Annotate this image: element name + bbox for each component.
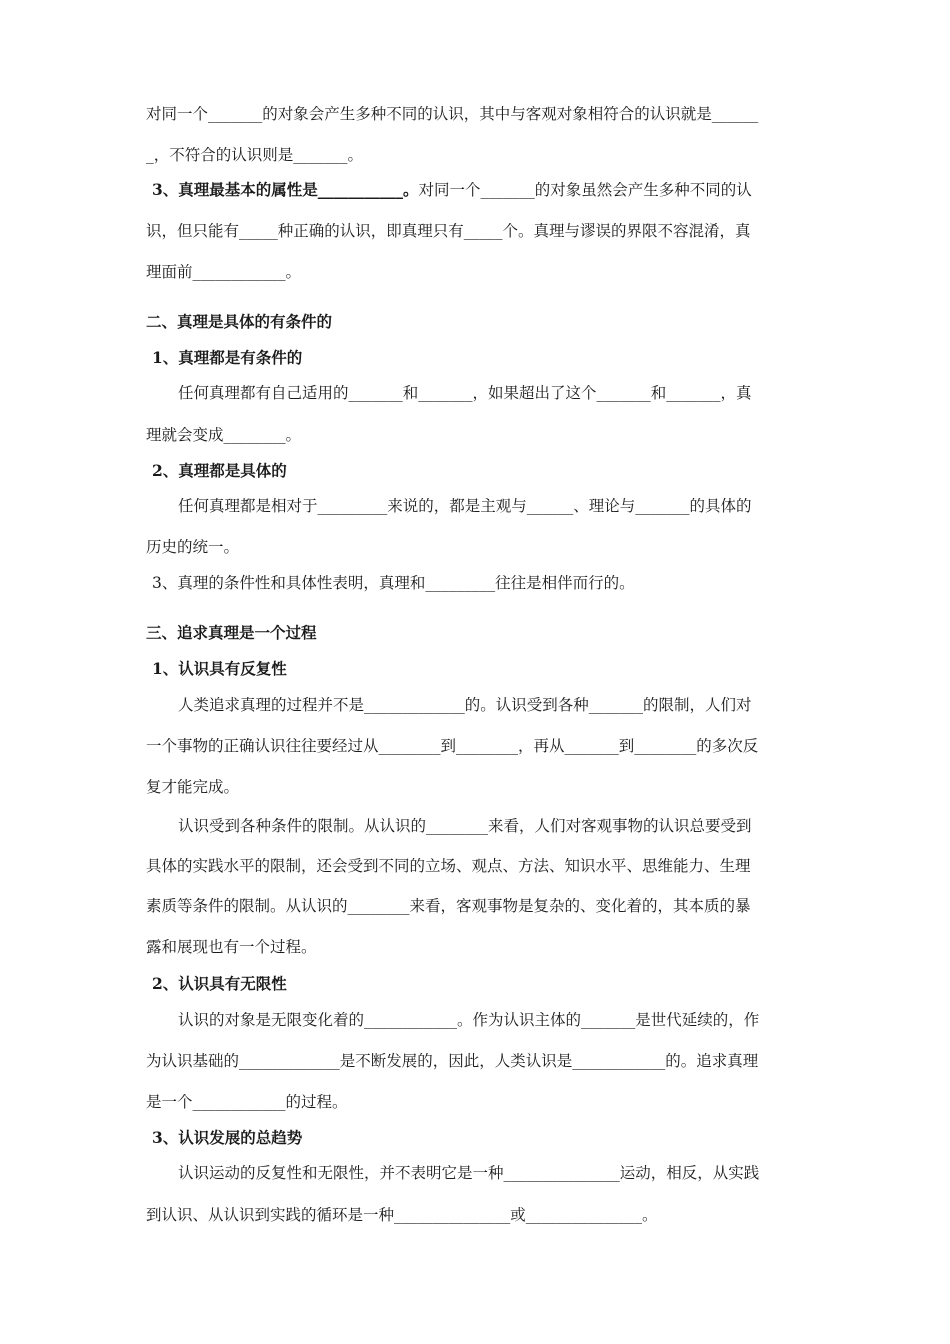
text-line-9: 历史的统一。 [146, 538, 240, 556]
text-line-3-rest: 对同一个_______的对象虽然会产生多种不同的认 [418, 181, 752, 199]
text-line-13: 复才能完成。 [146, 778, 240, 796]
text-line-8: 任何真理都是相对于_________来说的，都是主观与______、理论与_______的具体的 [178, 497, 752, 515]
text-line-1: 对同一个_______的对象会产生多种不同的认识，其中与客观对象相符合的认识就是______ [146, 105, 759, 123]
text-line-10: 3、真理的条件性和具体性表明，真理和_________往往是相伴而行的。 [152, 574, 635, 592]
text-line-2: _，不符合的认识则是_______。 [146, 146, 364, 164]
text-line-6: 任何真理都有自己适用的_______和_______，如果超出了这个_______和_______，真 [178, 384, 752, 402]
text-line-16: 素质等条件的限制。从认识的________来看，客观事物是复杂的、变化着的，其本质的暴 [146, 897, 751, 915]
section-heading-3: 三、追求真理是一个过程 [146, 623, 317, 642]
text-line-19: 为认识基础的_____________是不断发展的，因此，人类认识是____________的。追求真理 [146, 1052, 759, 1070]
bold-statement: 3、真理最基本的属性是___________。 [152, 180, 419, 199]
section-heading-2: 二、真理是具体的有条件的 [146, 312, 333, 331]
subheading-3-3: 3、认识发展的总趋势 [152, 1128, 303, 1147]
text-line-17: 露和展现也有一个过程。 [146, 938, 317, 956]
text-line-15: 具体的实践水平的限制，还会受到不同的立场、观点、方法、知识水平、思维能力、生理 [146, 857, 751, 875]
text-line-22: 到认识、从认识到实践的循环是一种_______________或_______________。 [146, 1206, 658, 1224]
text-line-12: 一个事物的正确认识往往要经过从________到________，再从_______到________的多次反 [146, 737, 759, 755]
subheading-2-1: 1、真理都是有条件的 [152, 348, 303, 367]
text-line-20: 是一个____________的过程。 [146, 1093, 348, 1111]
subheading-3-2: 2、认识具有无限性 [152, 974, 287, 993]
text-line-18: 认识的对象是无限变化着的____________。作为认识主体的_______是世代延续的，作 [178, 1011, 760, 1029]
subheading-3-1: 1、认识具有反复性 [152, 659, 287, 678]
text-line-11: 人类追求真理的过程并不是_____________的。认识受到各种_______的限制，人们对 [178, 696, 752, 714]
text-line-14: 认识受到各种条件的限制。从认识的________来看，人们对客观事物的认识总要受到 [178, 817, 752, 835]
text-line-7: 理就会变成________。 [146, 426, 302, 444]
text-line-21: 认识运动的反复性和无限性，并不表明它是一种_______________运动，相反，从实践 [178, 1164, 760, 1182]
text-line-4: 识，但只能有_____种正确的认识，即真理只有_____个。真理与谬误的界限不容混淆，真 [146, 222, 751, 240]
text-line-5: 理面前____________。 [146, 263, 302, 281]
text-line-3 [152, 179, 816, 201]
subheading-2-2: 2、真理都是具体的 [152, 461, 287, 480]
